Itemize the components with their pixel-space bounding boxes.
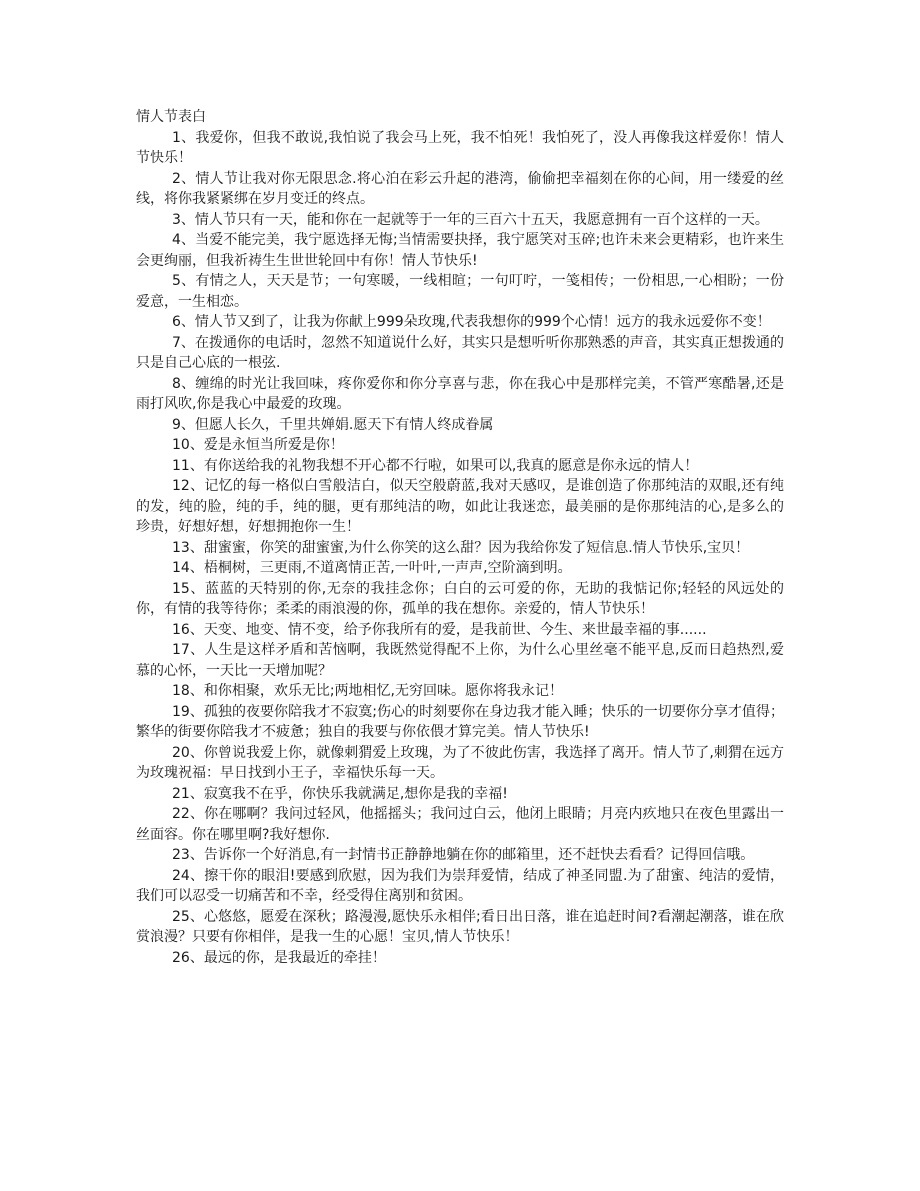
paragraph-item: 21、寂寞我不在乎，你快乐我就满足,想你是我的幸福! (172, 785, 508, 802)
paragraph-item: 23、告诉你一个好消息,有一封情书正静静地躺在你的邮箱里，还不赶快去看看？记得回信哦。 (172, 847, 755, 863)
paragraph-item: 11、有你送给我的礼物我想不开心都不行啦，如果可以,我真的愿意是你永远的情人！ (172, 457, 699, 474)
paragraph-item: 4、当爱不能完美，我宁愿选择无悔;当情需要抉择，我宁愿笑对玉碎;也许未来会更精彩，也许来生会更绚丽，但我祈祷生生世世轮回中有你！情人节快乐! (136, 232, 784, 269)
paragraph-item: 26、最远的你，是我最近的牵挂！ (172, 949, 386, 966)
paragraph-item: 16、天变、地变、情不变，给予你我所有的爱，是我前世、今生、来世最幸福的事...... (172, 621, 707, 638)
paragraph-item: 19、孤独的夜要你陪我才不寂寞;伤心的时刻要你在身边我才能入睡；快乐的一切要你分享才值得；繁华的街要你陪我才不疲惫；独自的我要与你依偎才算完美。情人节快乐! (136, 703, 784, 740)
paragraph-item: 6、情人节又到了，让我为你献上999朵玫瑰,代表我想你的999个心情！远方的我永远爱你不变！ (172, 314, 771, 330)
paragraph-item: 8、缠绵的时光让我回味，疼你爱你和你分享喜与悲，你在我心中是那样完美，不管严寒酷暑,还是雨打风吹,你是我心中最爱的玫瑰。 (136, 375, 784, 412)
paragraph-item: 10、爱是永恒当所爱是你！ (172, 437, 344, 453)
paragraph-item: 24、擦干你的眼泪!要感到欣慰，因为我们为崇拜爱情，结成了神圣同盟.为了甜蜜、纯洁的爱情，我们可以忍受一切痛苦和不幸，经受得住离别和贫困。 (136, 867, 784, 904)
paragraph-item: 9、但愿人长久，千里共婵娟.愿天下有情人终成眷属 (172, 416, 494, 433)
paragraph-item: 15、蓝蓝的天特别的你,无奈的我挂念你；白白的云可爱的你，无助的我惦记你;轻轻的风远处的你，有情的我等待你；柔柔的雨浪漫的你，孤单的我在想你。亲爱的，情人节快乐！ (136, 580, 784, 617)
paragraph-item: 1、我爱你，但我不敢说,我怕说了我会马上死，我不怕死！我怕死了，没人再像我这样爱你！情人节快乐！ (136, 129, 784, 166)
paragraph-item: 3、情人节只有一天，能和你在一起就等于一年的三百六十五天，我愿意拥有一百个这样的一天。 (172, 211, 769, 228)
paragraph-item: 14、梧桐树，三更雨,不道离情正苦,一叶叶,一声声,空阶滴到明。 (172, 560, 572, 576)
paragraph-item: 25、心悠悠，愿爱在深秋；路漫漫,愿快乐永相伴;看日出日落，谁在追赶时间?看潮起潮落，谁在欣赏浪漫？只要有你相伴，是我一生的心愿！宝贝,情人节快乐！ (136, 908, 784, 945)
document-page (136, 107, 784, 968)
document-title: 情人节表白 (136, 109, 206, 125)
paragraph-item: 2、情人节让我对你无限思念.将心泊在彩云升起的港湾，偷偷把幸福刻在你的心间，用一缕爱的丝线，将你我紧紧绑在岁月变迁的终点。 (136, 170, 784, 207)
paragraph-item: 18、和你相聚，欢乐无比;两地相忆,无穷回味。愿你将我永记！ (172, 683, 563, 699)
paragraph-item: 20、你曾说我爱上你，就像刺猬爱上玫瑰，为了不彼此伤害，我选择了离开。情人节了,刺猬在远方为玫瑰祝福：早日找到小王子，幸福快乐每一天。 (136, 744, 784, 781)
paragraph-item: 5、有情之人，天天是节；一句寒暖，一线相暄；一句叮咛，一笺相传；一份相思,一心相盼；一份爱意，一生相恋。 (136, 273, 784, 310)
paragraph-item: 17、人生是这样矛盾和苦恼啊，我既然觉得配不上你，为什么心里丝毫不能平息,反而日趋热烈,爱慕的心怀，一天比一天增加呢？ (136, 642, 784, 679)
paragraph-item: 12、记忆的每一格似白雪般洁白，似天空般蔚蓝,我对天感叹，是谁创造了你那纯洁的双眼,还有纯的发，纯的脸，纯的手，纯的腿，更有那纯洁的吻，如此让我迷恋，最美丽的是你那纯洁的心,是多么的珍贵，好想好想，好想拥抱你一生！ (136, 478, 784, 535)
paragraph-item: 22、你在哪啊？我问过轻风，他摇摇头；我问过白云，他闭上眼睛；月亮内疚地只在夜色里露出一丝面容。你在哪里啊?我好想你. (136, 806, 784, 843)
paragraph-item: 13、甜蜜蜜，你笑的甜蜜蜜,为什么你笑的这么甜？因为我给你发了短信息.情人节快乐,宝贝！ (172, 539, 750, 556)
paragraph-item: 7、在拨通你的电话时，忽然不知道说什么好，其实只是想听听你那熟悉的声音，其实真正想拨通的只是自己心底的一根弦. (136, 334, 784, 371)
